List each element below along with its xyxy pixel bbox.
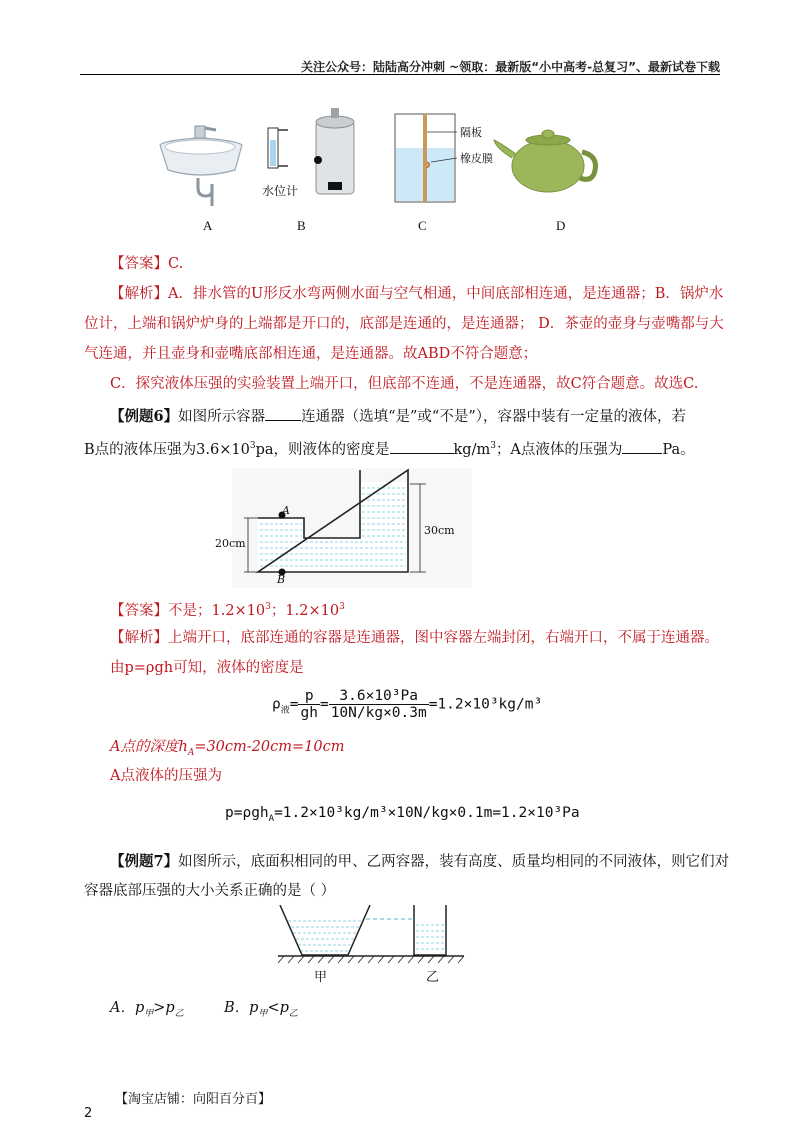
left-height-label: 20cm	[215, 537, 246, 550]
q6-text-1a: 如图所示容器	[178, 409, 266, 425]
q6-sup-1: 3	[249, 441, 256, 451]
page-number: 2	[84, 1106, 93, 1121]
yi-label: 乙	[426, 970, 440, 985]
q7-line-1	[110, 852, 729, 872]
footer-shop: 【淘宝店铺：向阳百分百】	[115, 1092, 272, 1107]
opt-a-sub-1: 甲	[144, 1008, 154, 1019]
rho-result: =1.2×10³kg/m³	[428, 696, 543, 713]
depth-sub: A	[187, 747, 195, 758]
frac-values	[329, 688, 429, 721]
opt-b-sub-2: 乙	[288, 1008, 298, 1019]
frac-1-num: p	[298, 688, 319, 705]
q6-sup-2: 3	[490, 441, 496, 451]
partition-container-image	[395, 114, 457, 202]
fig-label-b: B	[297, 218, 306, 233]
density-formula: $\rho_液=$ $\frac{p}{gh}$ = $\frac{\text{3.6×10³Pa}}{10N/kg\times 0.3m}$ =1.2×10³kg/m³	[272, 688, 543, 721]
pressure-formula-rest: =1.2×10³kg/m³×10N/kg×0.1m=1.2×10³Pa	[274, 805, 580, 821]
q6-blank-2[interactable]	[390, 439, 454, 454]
figure-connected-vessels	[150, 100, 620, 220]
sink-image	[160, 126, 242, 206]
q6-depth-line	[110, 737, 344, 763]
rho-sub: 液	[280, 705, 290, 716]
frac-2-den: 10N/kg×0.3m	[330, 705, 427, 721]
membrane-label: 橡皮膜	[460, 152, 493, 165]
water-gauge-label: 水位计	[262, 184, 299, 198]
q5-analysis-line-3: 气连通，并且壶身和壶嘴底部相连通，是连通器。故ABD不符合题意；	[84, 346, 538, 362]
q6-text-2a: B点的液体压强为3.6×10	[84, 441, 250, 458]
opt-b-mid: <p	[267, 1000, 289, 1016]
q6-text-1b: 连通器（选填“是”或“不是”），容器中装有一定量的液体，若	[301, 409, 686, 425]
pressure-sub: A	[268, 813, 275, 824]
q6-line-2	[84, 436, 695, 460]
pressure-formula-start: p=ρgh	[225, 805, 269, 821]
q6-line-1	[110, 406, 686, 427]
frac-2-num: 3.6×10³Pa	[329, 688, 429, 705]
point-a-label: A	[282, 504, 290, 517]
q5-analysis-line-2: 位计，上端和锅炉炉身的上端都是开口的，底部是连通的，是连通器； D．茶壶的壶身与壶嘴都与大	[84, 316, 724, 332]
q7-line-2: 容器底部压强的大小关系正确的是（ ）	[84, 883, 336, 899]
q6-blank-1[interactable]	[265, 406, 301, 421]
q6-answer-sup-1: 3	[265, 602, 271, 612]
q7-option-a[interactable]	[110, 998, 184, 1024]
jia-label: 甲	[314, 970, 328, 985]
q6-answer-text-2: ；1.2×10	[270, 602, 340, 619]
page-header: 关注公众号：陆陆高分冲刺 ~领取：最新版“小中高考-总复习”、最新试卷下载	[301, 60, 720, 74]
opt-a-mid: >p	[153, 1000, 175, 1016]
q5-answer: 【答案】C.	[110, 256, 184, 272]
q6-text-2e: Pa。	[662, 441, 695, 458]
q7-option-b[interactable]	[224, 998, 298, 1024]
frac-p-gh	[298, 688, 319, 721]
q7-container-figure	[276, 905, 466, 965]
q6-analysis-2: 由p=ρgh可知，液体的密度是	[110, 660, 304, 676]
opt-a-sub-2: 乙	[174, 1008, 184, 1019]
opt-b-sub-1: 甲	[258, 1008, 268, 1019]
fig-label-c: C	[418, 218, 427, 233]
q6-analysis-1: 【解析】上端开口，底部连通的容器是连通器，图中容器左端封闭，右端开口，不属于连通器。	[110, 630, 719, 646]
q6-text-2b: pa，则液体的密度是	[255, 441, 390, 458]
q6-text-2d: ；A点液体的压强为	[495, 441, 623, 458]
q7-text-1: 如图所示，底面积相同的甲、乙两容器，装有高度、质量均相同的不同液体，则它们对	[178, 854, 730, 870]
q6-title: 【例题6】	[110, 408, 179, 425]
q5-analysis-line-4: C．探究液体压强的实验装置上端开口，但底部不连通，不是连通器，故C符合题意。故选C.	[110, 376, 699, 392]
q6-answer-text-1: 【答案】不是；1.2×10	[110, 602, 266, 619]
point-b-label: B	[277, 573, 286, 586]
q6-blank-3[interactable]	[622, 439, 662, 454]
opt-b-text: B．p	[224, 1000, 259, 1016]
teapot-image	[494, 130, 596, 192]
q6-text-2c: kg/m	[453, 441, 491, 458]
depth-value: =30cm-20cm=10cm	[194, 739, 345, 755]
right-height-label: 30cm	[424, 524, 455, 537]
q5-analysis-line-1: 【解析】A．排水管的U形反水弯两侧水面与空气相通，中间底部相连通，是连通器；B．锅炉水	[110, 286, 724, 302]
depth-text: A点的深度h	[110, 739, 188, 755]
q6-answer-sup-2: 3	[339, 602, 345, 612]
rho-symbol: ρ	[272, 696, 281, 713]
partition-label: 隔板	[460, 126, 482, 139]
fig-label-d: D	[556, 218, 566, 233]
opt-a-text: A．p	[110, 1000, 145, 1016]
frac-1-den: gh	[300, 705, 318, 721]
q7-title: 【例题7】	[110, 853, 179, 870]
header-rule	[80, 74, 720, 75]
pressure-formula	[225, 805, 580, 824]
q6-pressure-label: A点液体的压强为	[110, 768, 222, 784]
q6-answer	[110, 597, 345, 621]
fig-label-a: A	[203, 218, 213, 233]
